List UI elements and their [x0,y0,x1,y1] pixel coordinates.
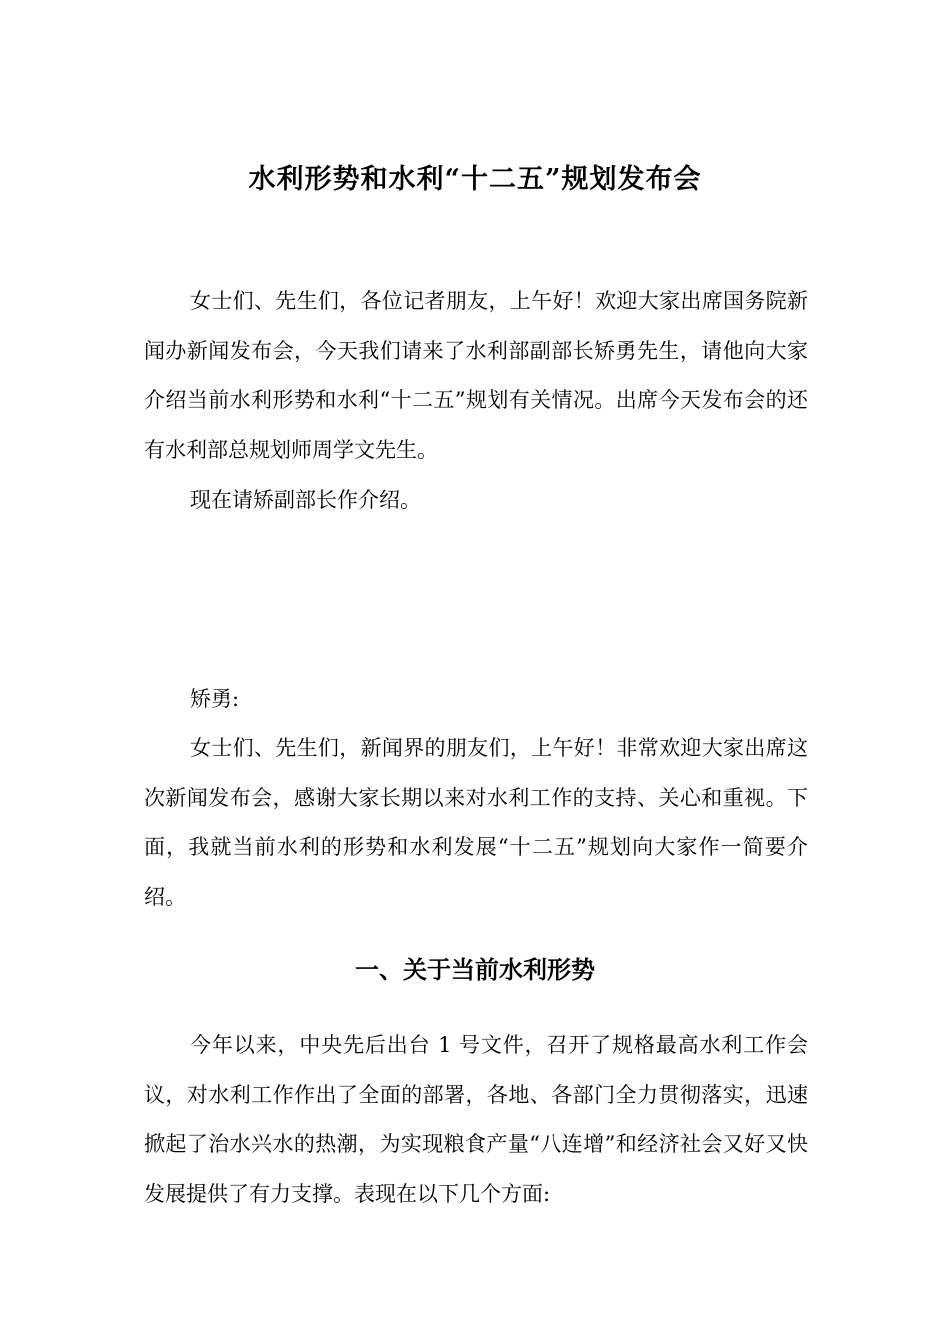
section-body [144,1021,808,1219]
intro-now-paragraph: 现在请矫副部长作介绍。 [190,488,421,512]
section-paragraph: 今年以来，中央先后出台 1 号文件，召开了规格最高水利工作会议，对水利工作作出了全面的部署，各地、各部门全力贯彻落实，迅速掀起了治水兴水的热潮，为实现粮食产量“八连增”和经济社会又好又快发展提供了有力支撑。表现在以下几个方面: [144,1033,808,1206]
speaker-section [144,675,808,725]
intro-now-section [144,476,808,526]
speech-section [144,724,808,922]
intro-paragraph: 女士们、先生们，各位记者朋友，上午好！欢迎大家出席国务院新闻办新闻发布会，今天我们请来了水利部副部长矫勇先生，请他向大家介绍当前水利形势和水利“十二五”规划有关情况。出席今天发布会的还有水利部总规划师周学文先生。 [144,289,808,462]
intro-section [144,277,808,475]
document-title: 水利形势和水利“十二五”规划发布会 [248,164,702,195]
speech-paragraph: 女士们、先生们，新闻界的朋友们，上午好！非常欢迎大家出席这次新闻发布会，感谢大家长期以来对水利工作的支持、关心和重视。下面，我就当前水利的形势和水利发展“十二五”规划向大家作一简要介绍。 [144,736,808,909]
section-heading: 一、关于当前水利形势 [355,955,595,984]
speaker-label: 矫勇: [190,687,240,711]
